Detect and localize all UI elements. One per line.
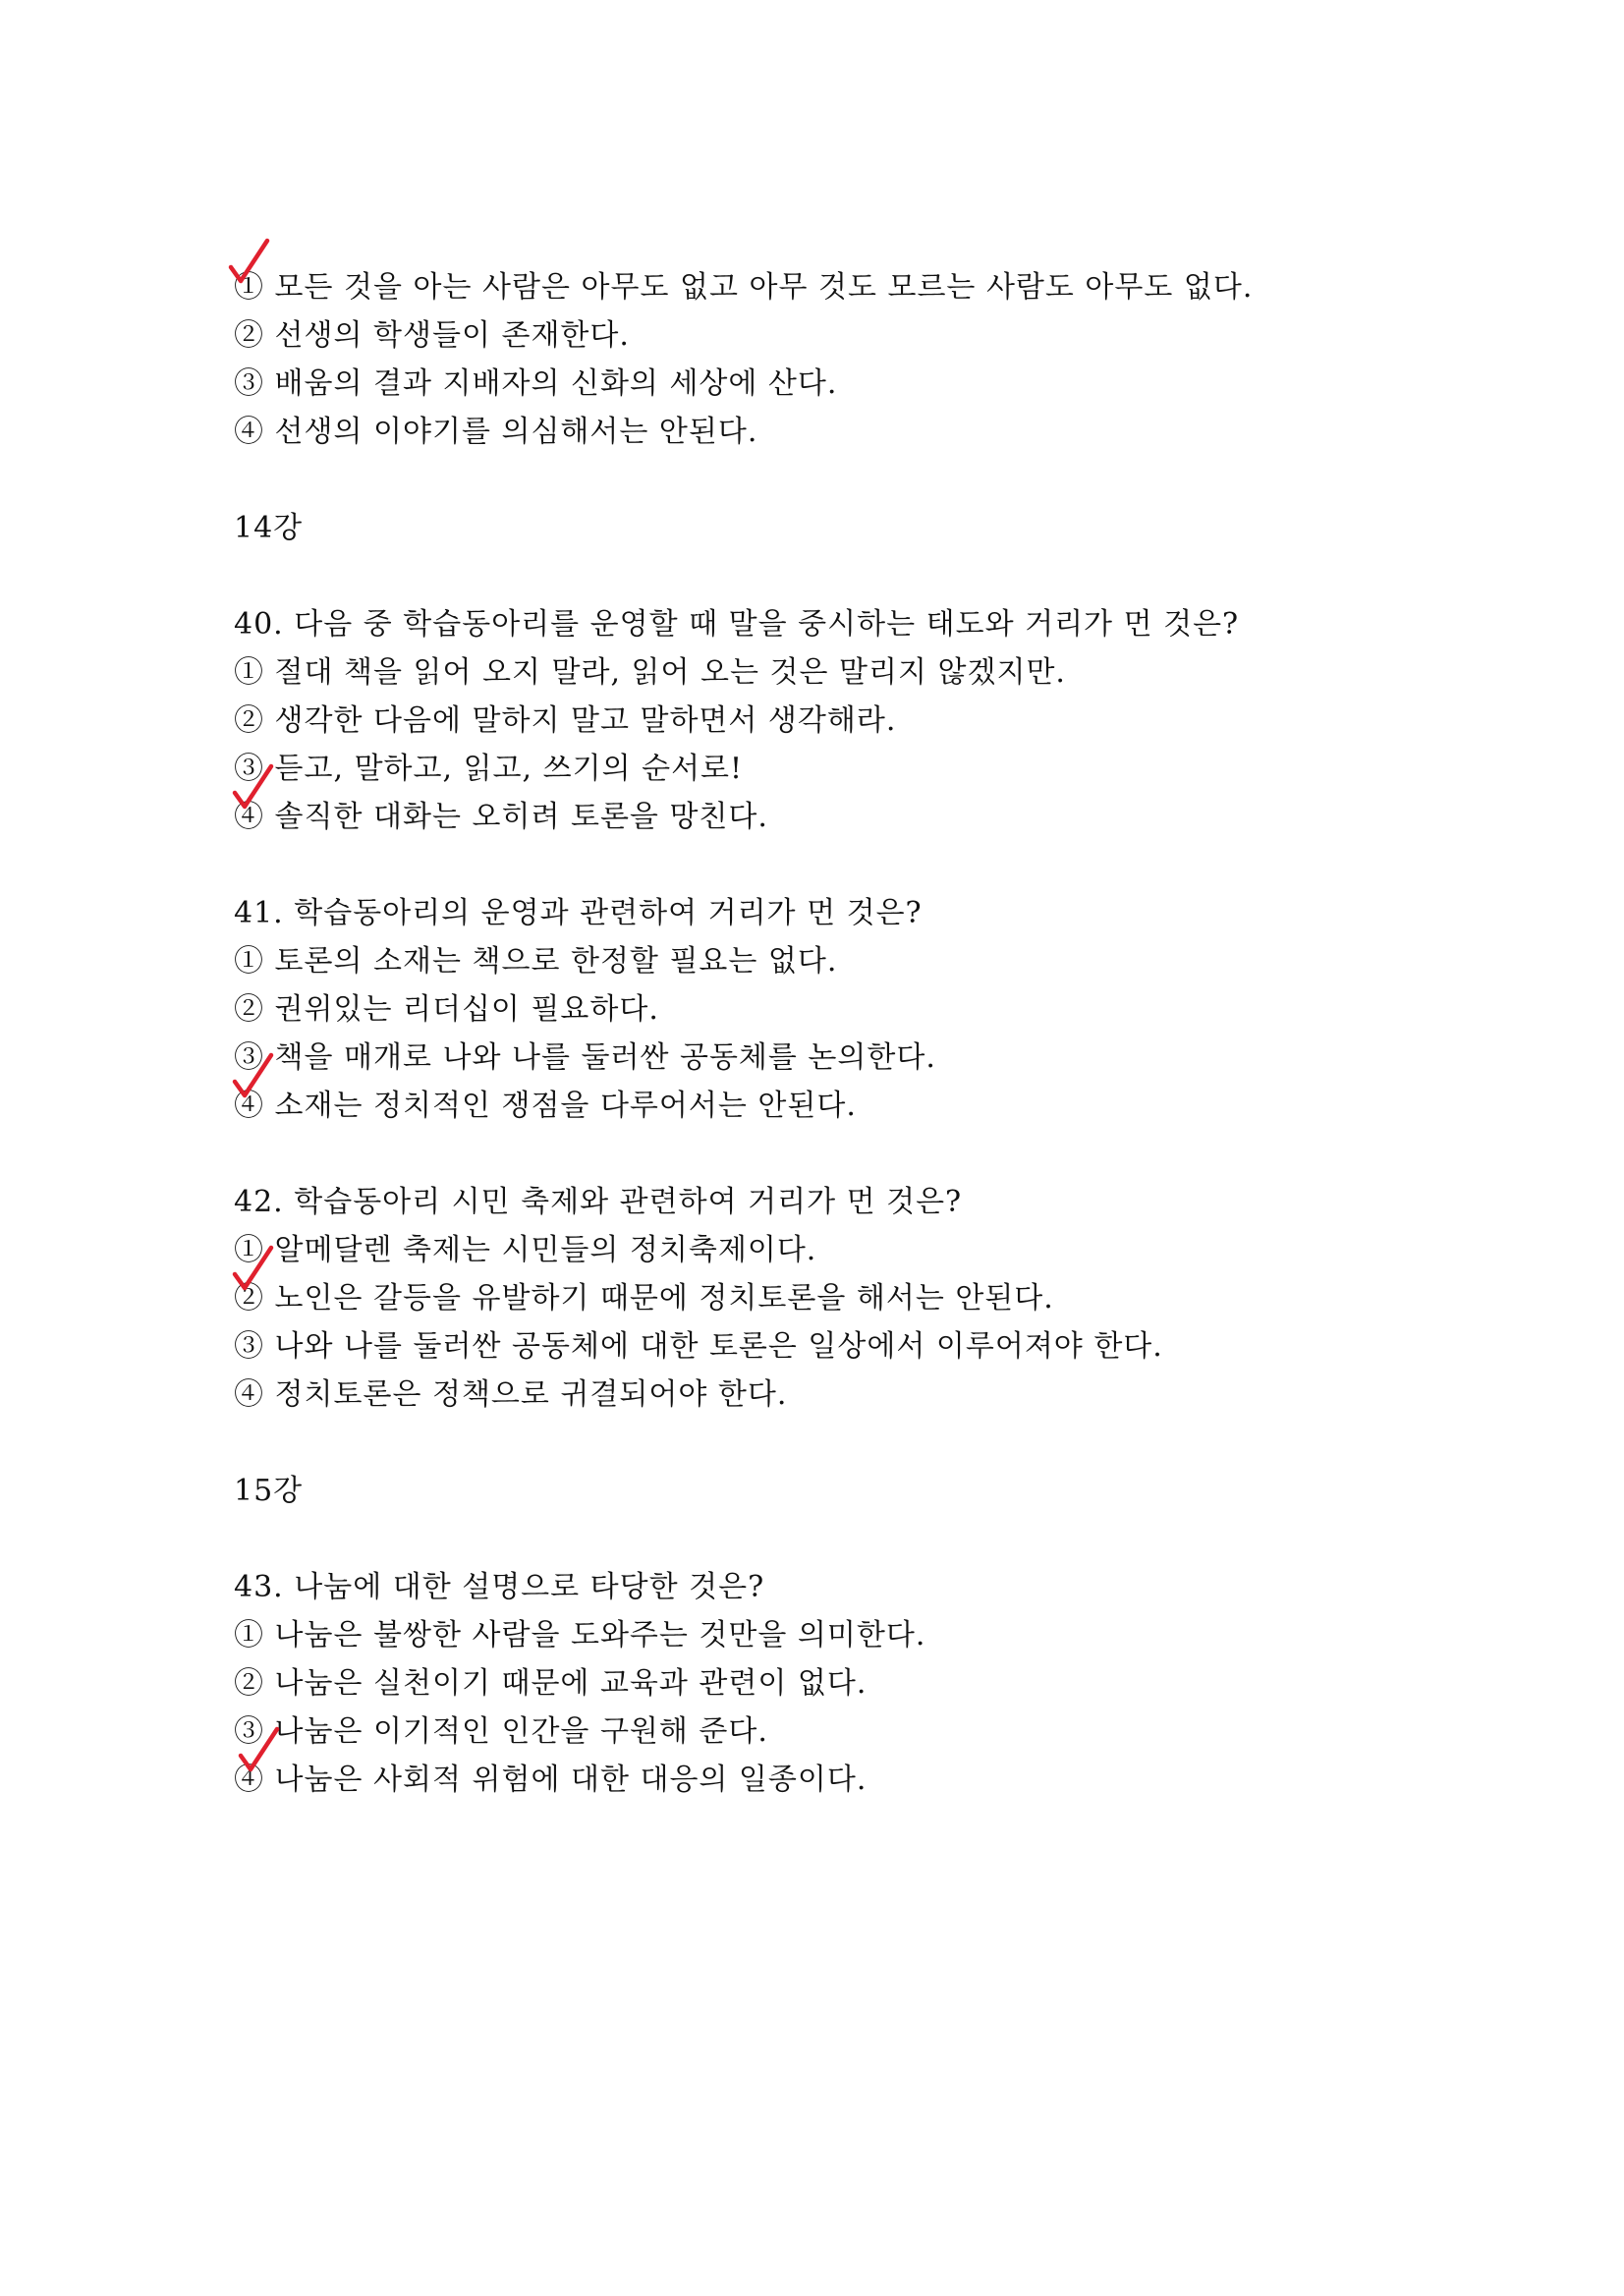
lecture-heading-14: 14강 <box>234 511 304 545</box>
option-text: ③ 배움의 결과 지배자의 신화의 세상에 산다. <box>234 366 838 401</box>
option-text: ① 나눔은 불쌍한 사람을 도와주는 것만을 의미한다. <box>234 1618 926 1652</box>
q42-option-2 <box>234 1274 1413 1322</box>
q40-option-1 <box>234 648 1413 697</box>
q39-option-2 <box>234 311 1413 360</box>
q41-option-1 <box>234 937 1413 985</box>
q42-option-1 <box>234 1226 1413 1274</box>
option-text: ④ 소재는 정치적인 쟁점을 다루어서는 안된다. <box>234 1089 857 1123</box>
option-text: ② 선생의 학생들이 존재한다. <box>234 318 630 353</box>
q39-option-3 <box>234 360 1413 408</box>
option-text: ④ 정치토론은 정책으로 귀결되어야 한다. <box>234 1377 788 1412</box>
option-text: ② 나눔은 실천이기 때문에 교육과 관련이 없다. <box>234 1666 868 1701</box>
option-text: ② 생각한 다음에 말하지 말고 말하면서 생각해라. <box>234 703 897 738</box>
q43-option-4 <box>234 1756 1413 1804</box>
q42-question: 42. 학습동아리 시민 축제와 관련하여 거리가 먼 것은? <box>234 1185 963 1219</box>
q43-option-3 <box>234 1708 1413 1756</box>
option-text: ① 알메달렌 축제는 시민들의 정치축제이다. <box>234 1233 817 1267</box>
lecture-heading-15: 15강 <box>234 1474 304 1508</box>
q43-option-2 <box>234 1659 1413 1708</box>
option-text: ④ 솔직한 대화는 오히려 토론을 망친다. <box>234 800 768 834</box>
q42-option-3 <box>234 1322 1413 1371</box>
option-text: ③ 나눔은 이기적인 인간을 구원해 준다. <box>234 1714 768 1749</box>
q40-option-4 <box>234 793 1413 841</box>
q40-option-3 <box>234 745 1413 793</box>
q43-option-1 <box>234 1611 1413 1659</box>
q41-option-2 <box>234 985 1413 1034</box>
q39-option-4 <box>234 408 1413 456</box>
q43-question: 43. 나눔에 대한 설명으로 타당한 것은? <box>234 1570 765 1604</box>
q42-option-4 <box>234 1371 1413 1419</box>
option-text: ② 노인은 갈등을 유발하기 때문에 정치토론을 해서는 안된다. <box>234 1281 1054 1316</box>
q41-option-4 <box>234 1082 1413 1130</box>
option-text: ② 권위있는 리더십이 필요하다. <box>234 992 659 1027</box>
q39-option-1 <box>234 263 1413 311</box>
option-text: ① 토론의 소재는 책으로 한정할 필요는 없다. <box>234 944 838 979</box>
q40-option-2 <box>234 697 1413 745</box>
q41-option-3 <box>234 1034 1413 1082</box>
option-text: ④ 나눔은 사회적 위험에 대한 대응의 일종이다. <box>234 1763 868 1797</box>
option-text: ① 절대 책을 읽어 오지 말라, 읽어 오는 것은 말리지 않겠지만. <box>234 655 1066 690</box>
option-text: ④ 선생의 이야기를 의심해서는 안된다. <box>234 415 758 449</box>
option-text: ① 모든 것을 아는 사람은 아무도 없고 아무 것도 모르는 사람도 아무도 없다. <box>234 270 1254 305</box>
quiz-content <box>234 263 1413 1804</box>
q41-question: 41. 학습동아리의 운영과 관련하여 거리가 먼 것은? <box>234 896 923 930</box>
q40-question: 40. 다음 중 학습동아리를 운영할 때 말을 중시하는 태도와 거리가 먼 것은? <box>234 607 1240 642</box>
option-text: ③ 나와 나를 둘러싼 공동체에 대한 토론은 일상에서 이루어져야 한다. <box>234 1329 1163 1364</box>
option-text: ③ 듣고, 말하고, 읽고, 쓰기의 순서로! <box>234 752 744 786</box>
option-text: ③ 책을 매개로 나와 나를 둘러싼 공동체를 논의한다. <box>234 1040 936 1075</box>
